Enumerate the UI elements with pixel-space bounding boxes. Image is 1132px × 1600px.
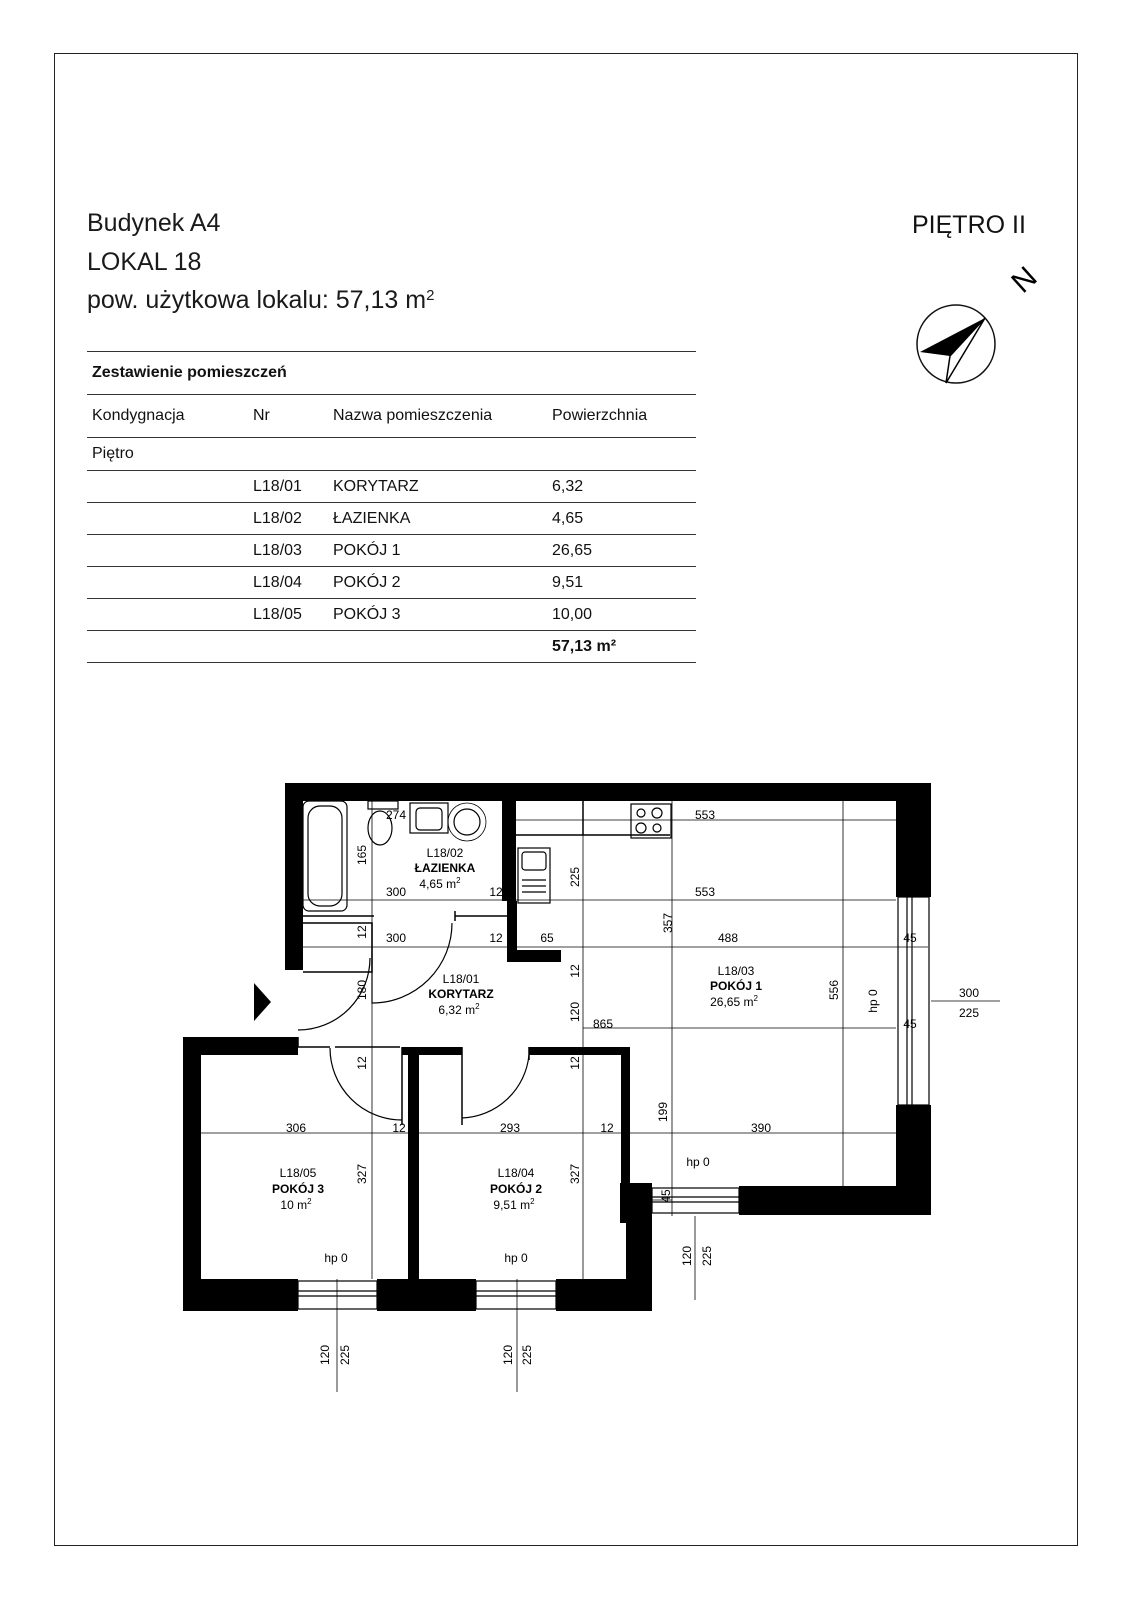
row-nr: L18/01 [253, 477, 302, 495]
dim-label: 120 [501, 1344, 515, 1366]
room-id: L18/02 [426, 846, 464, 860]
dim-label: 12 [489, 885, 503, 899]
dim-label: 225 [958, 1006, 980, 1020]
bathtub-icon [303, 801, 347, 911]
dim-label: 12 [568, 964, 582, 978]
room-name: POKÓJ 1 [709, 979, 763, 993]
dim-label: 274 [385, 808, 407, 822]
usable-area-text: pow. użytkowa lokalu: 57,13 m [87, 286, 427, 314]
dim-label: 180 [355, 979, 369, 1001]
dim-label: 556 [827, 979, 841, 1001]
dim-label: 120 [568, 1001, 582, 1023]
dim-label: 553 [694, 808, 716, 822]
row-name: ŁAZIENKA [333, 509, 411, 527]
room-name: KORYTARZ [428, 987, 494, 1001]
dim-label: 12 [392, 1121, 406, 1135]
col-header-area: Powierzchnia [552, 407, 648, 424]
table-title: Zestawienie pomieszczeń [92, 364, 287, 381]
dim-label: 225 [520, 1344, 534, 1366]
col-header-level: Kondygnacja [92, 407, 185, 424]
group-label: Piętro [92, 445, 134, 462]
dim-label: 45 [659, 1189, 673, 1203]
dim-label: 293 [499, 1121, 521, 1135]
dim-label: 65 [540, 931, 554, 945]
dim-label: 12 [568, 1056, 582, 1070]
dim-label: 300 [385, 885, 407, 899]
dim-label: 327 [568, 1163, 582, 1185]
row-area: 6,32 [552, 477, 584, 495]
room-area: 26,65 $m^2$ [710, 994, 758, 1009]
row-area: 10,00 [552, 605, 593, 623]
windows [298, 897, 929, 1309]
room-id: L18/03 [717, 964, 755, 978]
usable-area-sup: 2 [426, 287, 435, 304]
row-name: POKÓJ 3 [333, 605, 401, 623]
dim-label: 357 [661, 912, 675, 934]
walls [183, 783, 931, 1311]
dim-label: 225 [568, 866, 582, 888]
dim-label: 225 [700, 1245, 714, 1267]
entrance-arrow-icon [254, 983, 271, 1021]
dim-label: 12 [600, 1121, 614, 1135]
row-nr: L18/03 [253, 541, 302, 559]
dim-label: 553 [694, 885, 716, 899]
col-header-name: Nazwa pomieszczenia [333, 407, 493, 424]
room-id: L18/01 [442, 972, 480, 986]
room-id: L18/04 [497, 1166, 535, 1180]
row-area: 4,65 [552, 509, 584, 527]
dim-label: 865 [592, 1017, 614, 1031]
dim-label: 390 [750, 1121, 772, 1135]
room-name: ŁAZIENKA [414, 861, 476, 875]
dim-label: 120 [318, 1344, 332, 1366]
dim-label: hp 0 [324, 1251, 348, 1265]
dim-label: 300 [385, 931, 407, 945]
dim-label: 327 [355, 1163, 369, 1185]
building-label: Budynek A4 [87, 209, 221, 237]
room-id: L18/05 [279, 1166, 317, 1180]
dim-label: 12 [355, 1056, 369, 1070]
stove-icon [631, 804, 671, 838]
dim-label: 45 [903, 1017, 917, 1031]
dim-label: 120 [680, 1245, 694, 1267]
row-name: POKÓJ 1 [333, 541, 401, 559]
room-name: POKÓJ 3 [271, 1182, 325, 1196]
dim-label: 306 [285, 1121, 307, 1135]
row-name: KORYTARZ [333, 477, 419, 495]
dim-label: 165 [355, 844, 369, 866]
dim-label: 12 [355, 925, 369, 939]
dim-label: hp 0 [504, 1251, 528, 1265]
dim-label: hp 0 [866, 989, 880, 1013]
floor-label: PIĘTRO II [912, 211, 1026, 239]
room-area: 10 $m^2$ [280, 1197, 312, 1212]
dim-label: 199 [656, 1101, 670, 1123]
room-area: 4,65 $m^2$ [419, 876, 461, 891]
dim-label: 12 [489, 931, 503, 945]
col-header-nr: Nr [253, 407, 270, 424]
kitchen-sink-icon [518, 848, 550, 903]
unit-label: LOKAL 18 [87, 248, 202, 276]
partitions [298, 801, 670, 1125]
dim-label: hp 0 [686, 1155, 710, 1169]
north-label: N [1005, 260, 1044, 300]
row-area: 9,51 [552, 573, 584, 591]
dim-label: 45 [903, 931, 917, 945]
dim-label: 225 [338, 1344, 352, 1366]
row-nr: L18/04 [253, 573, 302, 591]
dim-label: 300 [958, 986, 980, 1000]
washing-machine-icon [454, 809, 480, 835]
room-area: 6,32 $m^2$ [438, 1002, 480, 1017]
row-nr: L18/05 [253, 605, 302, 623]
total-area: 57,13 m² [552, 637, 617, 655]
dim-label: 488 [717, 931, 739, 945]
room-name: POKÓJ 2 [489, 1182, 543, 1196]
row-nr: L18/02 [253, 509, 302, 527]
row-area: 26,65 [552, 541, 593, 559]
room-area: 9,51 $m^2$ [493, 1197, 535, 1212]
row-name: POKÓJ 2 [333, 573, 401, 591]
